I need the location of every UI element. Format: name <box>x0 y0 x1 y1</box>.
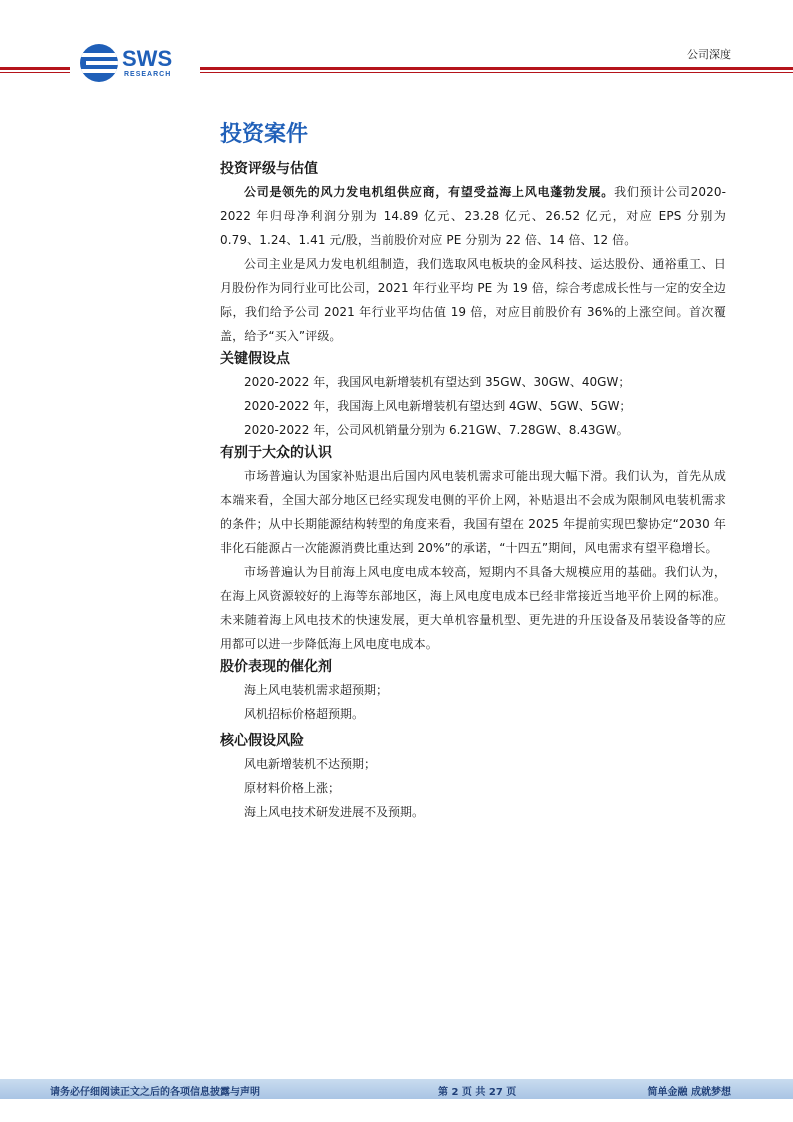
header-rule-right <box>200 67 793 70</box>
section-heading-assumptions: 关键假设点 <box>220 351 290 367</box>
rating-paragraph-2: 公司主业是风力发电机组制造，我们选取风电板块的金风科技、运达股份、通裕重工、日月股份作为同行业可比公司，2021 年行业平均 PE 为 19 倍，综合考虑成长性与一定的安全边际，我们给予公司 2021 年行业平均估值 19 倍，对应目前股价有 36%的上涨空间。首次覆盖，给予“买入”评级。 <box>220 257 726 343</box>
section-heading-different-view: 有别于大众的认识 <box>220 445 332 461</box>
footer-slogan: 简单金融 成就梦想 <box>647 1087 731 1098</box>
section-heading-rating: 投资评级与估值 <box>220 161 318 177</box>
section-heading-catalysts: 股价表现的催化剂 <box>220 659 332 675</box>
logo-text: SWS <box>122 46 173 71</box>
assumption-item: 2020-2022 年，我国风电新增装机有望达到 35GW、30GW、40GW； <box>244 375 631 389</box>
rating-key-point: 公司是领先的风力发电机组供应商，有望受益海上风电蓬勃发展。 <box>244 185 615 199</box>
footer-disclaimer: 请务必仔细阅读正文之后的各项信息披露与声明 <box>50 1087 260 1098</box>
page-number: 第 2 页 共 27 页 <box>438 1087 517 1098</box>
rating-paragraph-1 <box>220 180 726 252</box>
risk-item: 海上风电技术研发进展不及预期。 <box>244 805 425 819</box>
sws-logo <box>80 44 184 84</box>
logo-subtext: RESEARCH <box>124 71 172 78</box>
different-view-paragraph-1: 市场普遍认为国家补贴退出后国内风电装机需求可能出现大幅下滑。我们认为，首先从成本端来看，全国大部分地区已经实现发电侧的平价上网，补贴退出不会成为限制风电装机需求的条件；从中长期能源结构转型的角度来看，我国有望在 2025 年提前实现巴黎协定“2030 年非化石能源占一次能源消费比重达到 20%”的承诺，“十四五”期间，风电需求有望平稳增长。 <box>220 469 726 555</box>
section-heading-risks: 核心假设风险 <box>220 733 304 749</box>
assumption-item: 2020-2022 年，公司风机销量分别为 6.21GW、7.28GW、8.43GW。 <box>244 423 629 437</box>
page-footer <box>0 1079 793 1099</box>
page-title: 投资案件 <box>220 122 309 147</box>
risk-item: 风电新增装机不达预期； <box>244 757 377 771</box>
main-content <box>220 120 726 824</box>
catalyst-item: 海上风电装机需求超预期； <box>244 683 389 697</box>
sws-logo-icon <box>80 44 118 82</box>
report-type: 公司深度 <box>687 48 731 61</box>
rating-forecast-text: 我们预计公司2020-2022 年归母净利润分别为 14.89 亿元、23.28 亿元、26.52 亿元，对应 EPS 分别为 0.79、1.24、1.41 元/股，当前股价对应 PE 分别为 22 倍、14 倍、12 倍。 <box>220 185 726 247</box>
catalyst-item: 风机招标价格超预期。 <box>244 707 365 721</box>
header-rule <box>0 67 70 70</box>
header-rule-thin <box>0 72 70 73</box>
assumption-item: 2020-2022 年，我国海上风电新增装机有望达到 4GW、5GW、5GW； <box>244 399 632 413</box>
risk-item: 原材料价格上涨； <box>244 781 341 795</box>
different-view-paragraph-2: 市场普遍认为目前海上风电度电成本较高，短期内不具备大规模应用的基础。我们认为，在海上风资源较好的上海等东部地区，海上风电度电成本已经非常接近当地平价上网的标准。未来随着海上风电技术的快速发展，更大单机容量机型、更先进的升压设备及吊装设备等的应用都可以进一步降低海上风电度电成本。 <box>220 565 726 651</box>
header-rule-right-thin <box>200 72 793 73</box>
